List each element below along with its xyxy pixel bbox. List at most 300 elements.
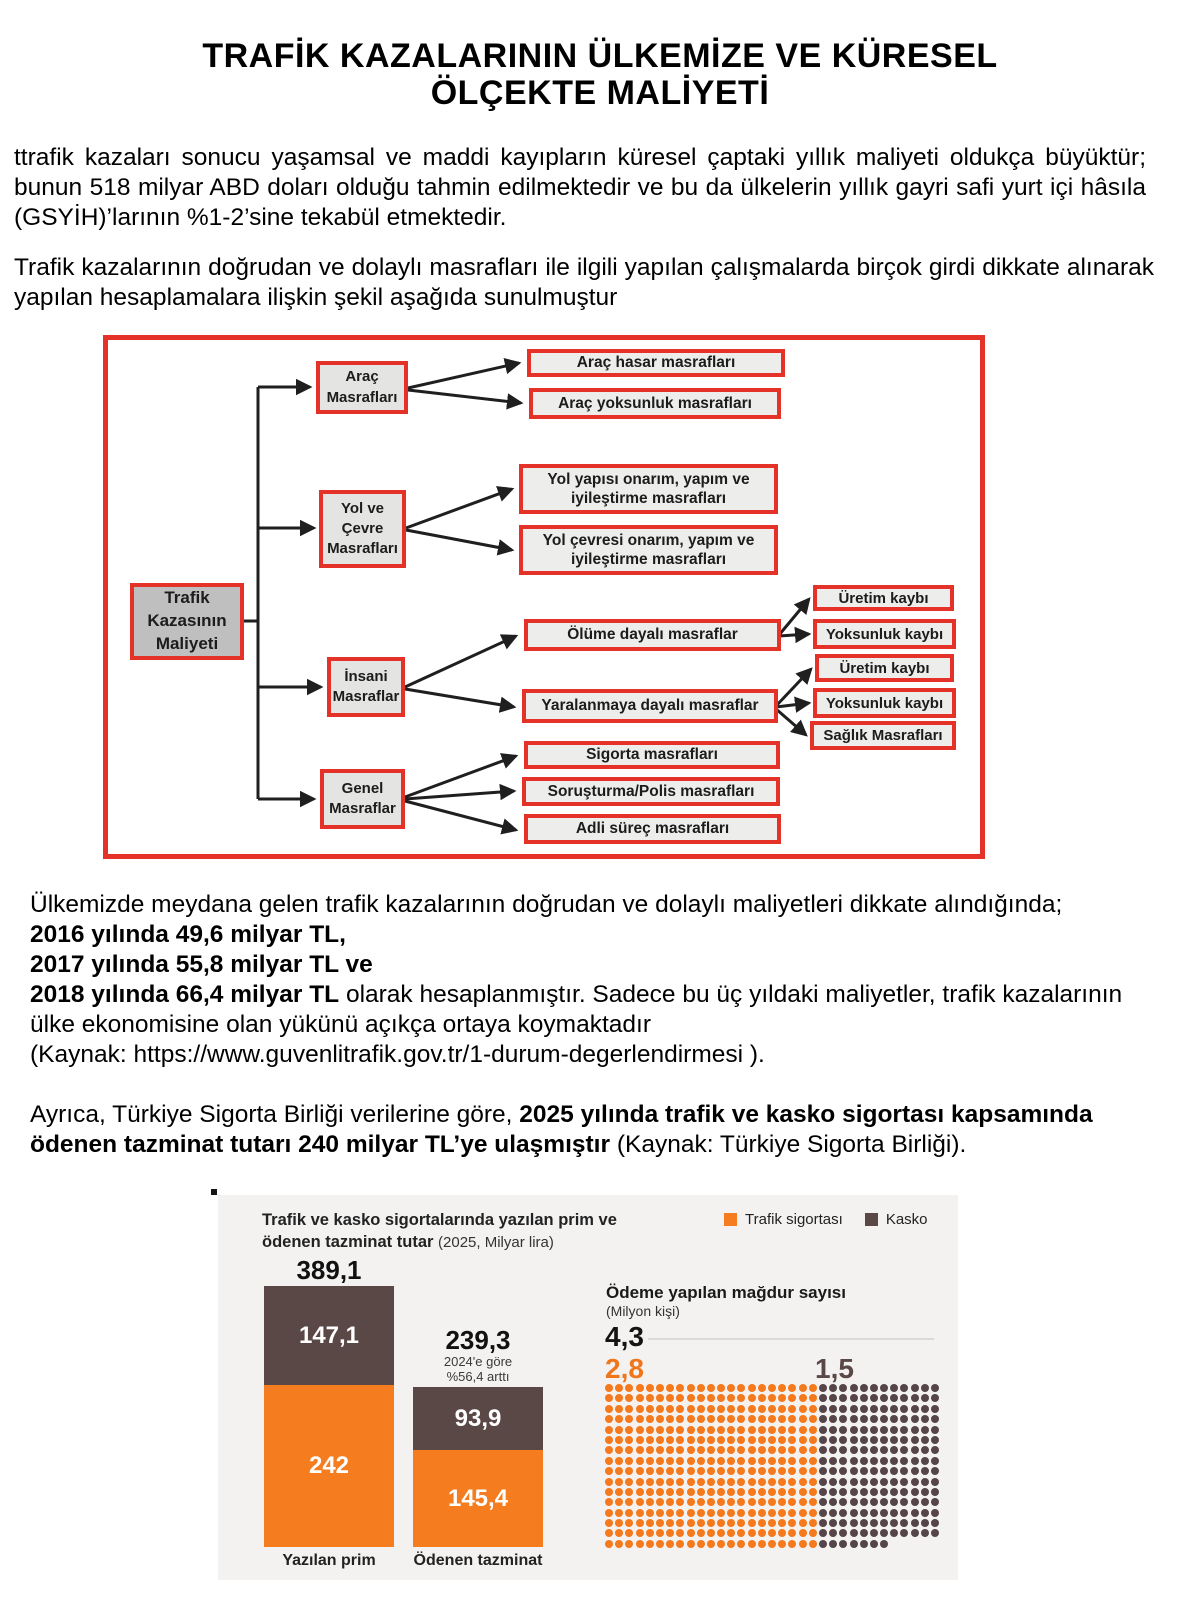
victim-dot-kasko xyxy=(819,1426,827,1434)
victim-dot-trafik xyxy=(615,1457,623,1465)
cost-flowchart xyxy=(103,335,985,859)
victim-dot-trafik xyxy=(676,1384,684,1392)
victim-dot-trafik xyxy=(636,1457,644,1465)
victim-dot-trafik xyxy=(697,1436,705,1444)
victim-dot-kasko xyxy=(880,1540,888,1548)
victim-dot-trafik xyxy=(768,1405,776,1413)
victim-dot-kasko xyxy=(829,1498,837,1506)
legend-label-trafik: Trafik sigortası xyxy=(745,1211,843,1228)
victim-dot-trafik xyxy=(625,1446,633,1454)
victim-dot-kasko xyxy=(921,1498,929,1506)
victim-dot-trafik xyxy=(809,1394,817,1402)
victim-dot-trafik xyxy=(666,1415,674,1423)
node-insani-masraflar: İnsani Masraflar xyxy=(327,657,405,717)
victim-dot-trafik xyxy=(656,1394,664,1402)
victim-dot-trafik xyxy=(605,1446,613,1454)
victim-dot-trafik xyxy=(768,1509,776,1517)
victim-dot-kasko xyxy=(911,1519,919,1527)
victim-dot-kasko xyxy=(870,1467,878,1475)
victim-dot-kasko xyxy=(931,1415,939,1423)
bar2-trafik-segment: 145,4 xyxy=(413,1450,543,1547)
victim-dot-trafik xyxy=(656,1467,664,1475)
victim-dot-trafik xyxy=(799,1498,807,1506)
victim-dot-kasko xyxy=(870,1478,878,1486)
victim-dot-trafik xyxy=(778,1426,786,1434)
victim-dot-kasko xyxy=(819,1519,827,1527)
victim-dot-kasko xyxy=(900,1426,908,1434)
victim-dot-trafik xyxy=(615,1488,623,1496)
victim-dot-trafik xyxy=(768,1426,776,1434)
victim-dot-trafik xyxy=(768,1384,776,1392)
victim-dot-kasko xyxy=(829,1488,837,1496)
victim-dot-trafik xyxy=(748,1426,756,1434)
victim-dot-trafik xyxy=(656,1457,664,1465)
victim-dot-trafik xyxy=(799,1467,807,1475)
victim-dot-kasko xyxy=(900,1478,908,1486)
victim-dot-kasko xyxy=(860,1394,868,1402)
dot-row xyxy=(605,1384,939,1392)
victim-dot-trafik xyxy=(615,1446,623,1454)
victim-dot-kasko xyxy=(900,1394,908,1402)
victim-dot-kasko xyxy=(839,1415,847,1423)
victim-dot-trafik xyxy=(615,1478,623,1486)
victim-dot-trafik xyxy=(748,1467,756,1475)
victim-dot-kasko xyxy=(860,1426,868,1434)
victim-dot-trafik xyxy=(768,1529,776,1537)
victim-dot-kasko xyxy=(900,1467,908,1475)
victim-dot-trafik xyxy=(656,1488,664,1496)
victim-dot-trafik xyxy=(727,1467,735,1475)
victim-dot-kasko xyxy=(890,1519,898,1527)
victim-dot-trafik xyxy=(809,1415,817,1423)
victim-dot-trafik xyxy=(758,1478,766,1486)
victim-dot-trafik xyxy=(799,1426,807,1434)
dot-row xyxy=(605,1426,939,1434)
victim-dot-kasko xyxy=(921,1478,929,1486)
victim-dot-trafik xyxy=(625,1478,633,1486)
victim-dot-kasko xyxy=(870,1415,878,1423)
legend-label-kasko: Kasko xyxy=(885,1211,928,1228)
victim-dot-trafik xyxy=(727,1540,735,1548)
victim-dot-kasko xyxy=(819,1457,827,1465)
victim-dot-kasko xyxy=(860,1384,868,1392)
victim-dot-trafik xyxy=(758,1457,766,1465)
source-link[interactable]: (Kaynak: https://www.guvenlitrafik.gov.tr/1-durum-degerlendirmesi ). xyxy=(30,1041,765,1068)
page-title-line1: TRAFİK KAZALARININ ÜLKEMİZE VE KÜRESEL xyxy=(202,37,998,75)
victim-dot-kasko xyxy=(829,1519,837,1527)
victim-dot-kasko xyxy=(829,1384,837,1392)
victim-dot-kasko xyxy=(860,1436,868,1444)
victim-dot-trafik xyxy=(615,1426,623,1434)
dot-row xyxy=(605,1488,939,1496)
victim-dot-trafik xyxy=(809,1519,817,1527)
victim-dot-trafik xyxy=(666,1436,674,1444)
victim-dot-kasko xyxy=(921,1436,929,1444)
pictograph-title: Ödeme yapılan mağdur sayısı xyxy=(606,1283,846,1302)
victim-dot-trafik xyxy=(788,1478,796,1486)
stray-mark xyxy=(211,1189,217,1195)
victim-dot-kasko xyxy=(911,1394,919,1402)
victim-dot-kasko xyxy=(921,1457,929,1465)
victim-dot-kasko xyxy=(880,1394,888,1402)
victim-dot-kasko xyxy=(900,1415,908,1423)
bar2-total: 239,3 xyxy=(445,1325,511,1355)
victim-dot-trafik xyxy=(656,1446,664,1454)
victim-dot-kasko xyxy=(911,1436,919,1444)
victim-dot-trafik xyxy=(656,1540,664,1548)
victim-dot-kasko xyxy=(911,1457,919,1465)
victim-dot-trafik xyxy=(666,1394,674,1402)
victim-dot-trafik xyxy=(768,1446,776,1454)
victim-dot-kasko xyxy=(911,1384,919,1392)
victim-dot-trafik xyxy=(737,1457,745,1465)
victim-dot-trafik xyxy=(778,1405,786,1413)
victim-dot-trafik xyxy=(748,1394,756,1402)
victim-dot-kasko xyxy=(850,1446,858,1454)
insurance-infographic xyxy=(218,1195,958,1580)
victim-dot-trafik xyxy=(636,1519,644,1527)
victim-dot-kasko xyxy=(880,1509,888,1517)
victim-dot-kasko xyxy=(819,1405,827,1413)
victim-dot-trafik xyxy=(636,1467,644,1475)
victim-dot-trafik xyxy=(666,1498,674,1506)
chart-title-note: (2025, Milyar lira) xyxy=(438,1234,554,1251)
victim-dot-trafik xyxy=(636,1498,644,1506)
victim-dot-trafik xyxy=(788,1498,796,1506)
victim-dot-trafik xyxy=(727,1446,735,1454)
node-yoksunluk-kaybi-1: Yoksunluk kaybı xyxy=(813,619,956,649)
paragraph-figure-intro: Trafik kazalarının doğrudan ve dolaylı masrafları ile ilgili yapılan çalışmalarda birçok girdi dikkate alınarak yapılan hesaplamalara ilişkin şekil aşağıda sunulmuştur xyxy=(14,254,1154,311)
victim-dot-kasko xyxy=(850,1478,858,1486)
pictograph-kasko-value: 1,5 xyxy=(815,1353,854,1384)
victim-dot-trafik xyxy=(605,1529,613,1537)
victim-dot-kasko xyxy=(829,1426,837,1434)
victim-dot-trafik xyxy=(707,1394,715,1402)
victim-dot-trafik xyxy=(636,1488,644,1496)
victim-dot-kasko xyxy=(819,1488,827,1496)
victim-dot-trafik xyxy=(625,1394,633,1402)
dot-row xyxy=(605,1540,939,1548)
victim-dot-trafik xyxy=(809,1488,817,1496)
victim-dot-kasko xyxy=(819,1540,827,1548)
victim-dot-kasko xyxy=(850,1457,858,1465)
victim-dot-kasko xyxy=(921,1405,929,1413)
victim-dot-trafik xyxy=(687,1426,695,1434)
victim-dot-kasko xyxy=(829,1509,837,1517)
victim-dot-trafik xyxy=(778,1446,786,1454)
victim-dot-trafik xyxy=(666,1384,674,1392)
victim-dot-kasko xyxy=(850,1488,858,1496)
victim-dot-trafik xyxy=(727,1478,735,1486)
victim-dot-kasko xyxy=(921,1426,929,1434)
victim-dot-kasko xyxy=(911,1498,919,1506)
dot-row xyxy=(605,1405,939,1413)
victim-dot-trafik xyxy=(727,1415,735,1423)
victim-dot-kasko xyxy=(870,1498,878,1506)
victim-dot-trafik xyxy=(615,1405,623,1413)
dot-row xyxy=(605,1457,939,1465)
victim-dot-kasko xyxy=(829,1446,837,1454)
victim-dot-trafik xyxy=(799,1384,807,1392)
p3-after: olarak hesaplanmıştır. Sadece bu üç yıldaki maliyetler, trafik kazalarının ülke ekonomisine olan yükünü açıkça ortaya koymaktadır xyxy=(30,981,1123,1038)
victim-dot-kasko xyxy=(931,1446,939,1454)
victim-dot-trafik xyxy=(697,1394,705,1402)
victim-dot-trafik xyxy=(809,1498,817,1506)
legend-item-kasko xyxy=(865,1211,928,1228)
victim-dot-trafik xyxy=(809,1426,817,1434)
victim-dot-trafik xyxy=(778,1529,786,1537)
victim-dot-trafik xyxy=(737,1488,745,1496)
victim-dot-trafik xyxy=(707,1529,715,1537)
victim-dot-trafik xyxy=(727,1426,735,1434)
victim-dot-trafik xyxy=(697,1519,705,1527)
chart-title-line1: Trafik ve kasko sigortalarında yazılan prim ve xyxy=(262,1211,617,1229)
victim-dot-trafik xyxy=(636,1446,644,1454)
victim-dot-kasko xyxy=(931,1478,939,1486)
bar2-kasko-segment: 93,9 xyxy=(413,1387,543,1450)
dot-row xyxy=(605,1415,939,1423)
victim-dot-trafik xyxy=(717,1384,725,1392)
bar-odenen-tazminat xyxy=(413,1387,543,1547)
victim-dot-trafik xyxy=(687,1467,695,1475)
node-arac-masraflari: Araç Masrafları xyxy=(316,361,408,414)
victim-dot-trafik xyxy=(768,1540,776,1548)
victim-dot-trafik xyxy=(615,1519,623,1527)
victim-dot-trafik xyxy=(788,1436,796,1444)
victim-dot-kasko xyxy=(931,1405,939,1413)
victim-dot-kasko xyxy=(839,1457,847,1465)
victim-dot-kasko xyxy=(819,1446,827,1454)
victim-dot-trafik xyxy=(646,1519,654,1527)
victim-dot-kasko xyxy=(819,1384,827,1392)
victim-dot-trafik xyxy=(666,1478,674,1486)
victim-dot-kasko xyxy=(870,1529,878,1537)
victim-dot-trafik xyxy=(625,1405,633,1413)
victim-dot-kasko xyxy=(870,1436,878,1444)
victim-dot-trafik xyxy=(717,1467,725,1475)
victim-dot-kasko xyxy=(839,1426,847,1434)
victim-dot-trafik xyxy=(788,1467,796,1475)
victim-dot-kasko xyxy=(931,1488,939,1496)
victim-dot-trafik xyxy=(615,1467,623,1475)
victim-dot-trafik xyxy=(636,1540,644,1548)
victim-dot-kasko xyxy=(931,1394,939,1402)
victim-dot-trafik xyxy=(646,1415,654,1423)
victim-dot-kasko xyxy=(890,1498,898,1506)
victim-dot-kasko xyxy=(911,1467,919,1475)
victim-dot-trafik xyxy=(727,1498,735,1506)
victim-dot-trafik xyxy=(727,1529,735,1537)
victim-dot-trafik xyxy=(768,1457,776,1465)
victim-dot-trafik xyxy=(666,1488,674,1496)
victim-dot-trafik xyxy=(778,1478,786,1486)
victim-dot-kasko xyxy=(890,1478,898,1486)
bar1-trafik-segment: 242 xyxy=(264,1385,394,1547)
node-olume-dayali: Ölüme dayalı masraflar xyxy=(524,619,781,651)
victim-dot-trafik xyxy=(778,1436,786,1444)
p3-intro: Ülkemizde meydana gelen trafik kazalarının doğrudan ve dolaylı maliyetleri dikkate alındığında; xyxy=(30,891,1063,918)
victim-dot-trafik xyxy=(707,1519,715,1527)
page-title-line2: ÖLÇEKTE MALİYETİ xyxy=(430,74,770,112)
victim-dot-trafik xyxy=(778,1467,786,1475)
victim-dot-trafik xyxy=(697,1478,705,1486)
node-genel-masraflar: Genel Masraflar xyxy=(320,769,405,829)
victim-dot-kasko xyxy=(819,1509,827,1517)
dot-row xyxy=(605,1519,939,1527)
victim-dot-trafik xyxy=(697,1509,705,1517)
victim-dot-kasko xyxy=(880,1436,888,1444)
victim-dot-trafik xyxy=(697,1488,705,1496)
victim-dot-trafik xyxy=(788,1509,796,1517)
victim-dot-trafik xyxy=(737,1467,745,1475)
victim-dot-trafik xyxy=(717,1415,725,1423)
victim-dot-trafik xyxy=(615,1540,623,1548)
victim-dot-trafik xyxy=(636,1478,644,1486)
victim-dot-trafik xyxy=(697,1446,705,1454)
victim-dot-trafik xyxy=(646,1457,654,1465)
victim-dot-trafik xyxy=(676,1478,684,1486)
victim-dot-kasko xyxy=(850,1384,858,1392)
victim-dot-trafik xyxy=(676,1426,684,1434)
node-uretim-kaybi-2: Üretim kaybı xyxy=(815,654,954,682)
victim-dot-trafik xyxy=(768,1394,776,1402)
victim-dot-kasko xyxy=(829,1436,837,1444)
victim-dot-trafik xyxy=(687,1457,695,1465)
victim-dot-trafik xyxy=(748,1457,756,1465)
victim-dot-trafik xyxy=(656,1415,664,1423)
victim-dot-trafik xyxy=(687,1415,695,1423)
victim-dot-trafik xyxy=(778,1509,786,1517)
node-yol-yapisi: Yol yapısı onarım, yapım ve iyileştirme masrafları xyxy=(519,464,778,514)
victim-dot-trafik xyxy=(676,1540,684,1548)
victim-dot-kasko xyxy=(870,1540,878,1548)
victim-dot-trafik xyxy=(788,1405,796,1413)
victim-dot-trafik xyxy=(656,1426,664,1434)
victim-dot-kasko xyxy=(890,1467,898,1475)
dot-row xyxy=(605,1436,939,1444)
victim-dot-trafik xyxy=(707,1509,715,1517)
victim-dot-trafik xyxy=(666,1509,674,1517)
victim-dot-trafik xyxy=(758,1394,766,1402)
victim-dot-kasko xyxy=(931,1519,939,1527)
victim-dot-trafik xyxy=(737,1478,745,1486)
victim-dot-trafik xyxy=(697,1426,705,1434)
victim-dot-trafik xyxy=(666,1529,674,1537)
victim-dot-trafik xyxy=(646,1467,654,1475)
victim-dot-trafik xyxy=(687,1384,695,1392)
victim-dot-kasko xyxy=(860,1405,868,1413)
victim-dot-trafik xyxy=(676,1529,684,1537)
victim-dot-kasko xyxy=(870,1384,878,1392)
victim-dot-trafik xyxy=(758,1498,766,1506)
victim-dot-trafik xyxy=(707,1446,715,1454)
victim-dot-trafik xyxy=(666,1426,674,1434)
victim-dot-trafik xyxy=(697,1529,705,1537)
victim-dot-trafik xyxy=(758,1436,766,1444)
victim-dot-kasko xyxy=(870,1394,878,1402)
p3-2017: 2017 yılında 55,8 milyar TL ve xyxy=(30,951,373,978)
victim-dot-trafik xyxy=(788,1446,796,1454)
victim-dot-kasko xyxy=(839,1519,847,1527)
victim-dot-trafik xyxy=(737,1394,745,1402)
victim-dot-trafik xyxy=(676,1509,684,1517)
victim-dot-trafik xyxy=(799,1446,807,1454)
victim-dot-kasko xyxy=(860,1519,868,1527)
victim-dot-kasko xyxy=(890,1509,898,1517)
victim-dot-trafik xyxy=(768,1488,776,1496)
victim-dot-kasko xyxy=(839,1436,847,1444)
victim-dot-trafik xyxy=(758,1405,766,1413)
victim-dot-kasko xyxy=(911,1426,919,1434)
victim-dot-trafik xyxy=(636,1384,644,1392)
victim-dot-trafik xyxy=(625,1519,633,1527)
victim-dot-kasko xyxy=(911,1415,919,1423)
victim-dot-kasko xyxy=(890,1405,898,1413)
paragraph-yearly-costs xyxy=(30,890,1152,1070)
victim-dot-kasko xyxy=(890,1394,898,1402)
victim-dot-kasko xyxy=(900,1498,908,1506)
victim-dot-trafik xyxy=(737,1519,745,1527)
victim-dot-trafik xyxy=(778,1488,786,1496)
victim-dot-kasko xyxy=(839,1540,847,1548)
victim-dot-trafik xyxy=(636,1436,644,1444)
victim-dot-trafik xyxy=(748,1509,756,1517)
victim-dot-kasko xyxy=(900,1446,908,1454)
victim-dot-trafik xyxy=(799,1488,807,1496)
victim-dot-kasko xyxy=(921,1394,929,1402)
victim-dot-trafik xyxy=(799,1509,807,1517)
victim-dot-trafik xyxy=(636,1415,644,1423)
victim-dot-kasko xyxy=(890,1457,898,1465)
victim-dot-trafik xyxy=(687,1405,695,1413)
bar2-note xyxy=(413,1354,543,1384)
victim-dot-trafik xyxy=(625,1415,633,1423)
chart-title-line2: ödenen tazminat tutar xyxy=(262,1233,434,1251)
node-yoksunluk-kaybi-2: Yoksunluk kaybı xyxy=(813,688,956,718)
victim-dot-trafik xyxy=(676,1457,684,1465)
victim-dot-kasko xyxy=(880,1457,888,1465)
victim-dot-trafik xyxy=(717,1498,725,1506)
victim-dot-trafik xyxy=(646,1384,654,1392)
victim-dot-trafik xyxy=(646,1426,654,1434)
victim-dot-trafik xyxy=(809,1529,817,1537)
victim-dot-trafik xyxy=(768,1436,776,1444)
victim-dot-trafik xyxy=(656,1405,664,1413)
victim-dot-trafik xyxy=(737,1446,745,1454)
victim-dot-kasko xyxy=(829,1529,837,1537)
victim-dot-kasko xyxy=(931,1467,939,1475)
victim-dot-trafik xyxy=(707,1478,715,1486)
victim-dot-trafik xyxy=(605,1415,613,1423)
victim-dot-trafik xyxy=(778,1394,786,1402)
victim-dot-kasko xyxy=(839,1498,847,1506)
dot-row xyxy=(605,1498,939,1506)
victim-dot-kasko xyxy=(850,1519,858,1527)
dot-row xyxy=(605,1529,939,1537)
victim-dot-trafik xyxy=(605,1436,613,1444)
victim-dot-trafik xyxy=(625,1426,633,1434)
victim-dot-trafik xyxy=(687,1478,695,1486)
node-yaralanmaya-dayali: Yaralanmaya dayalı masraflar xyxy=(522,689,778,723)
victim-dot-trafik xyxy=(727,1509,735,1517)
victim-dot-kasko xyxy=(911,1478,919,1486)
victim-dot-kasko xyxy=(911,1446,919,1454)
victim-dot-trafik xyxy=(768,1467,776,1475)
victim-dot-kasko xyxy=(900,1405,908,1413)
victim-dot-trafik xyxy=(707,1415,715,1423)
victim-dot-kasko xyxy=(819,1467,827,1475)
victim-dot-kasko xyxy=(839,1446,847,1454)
